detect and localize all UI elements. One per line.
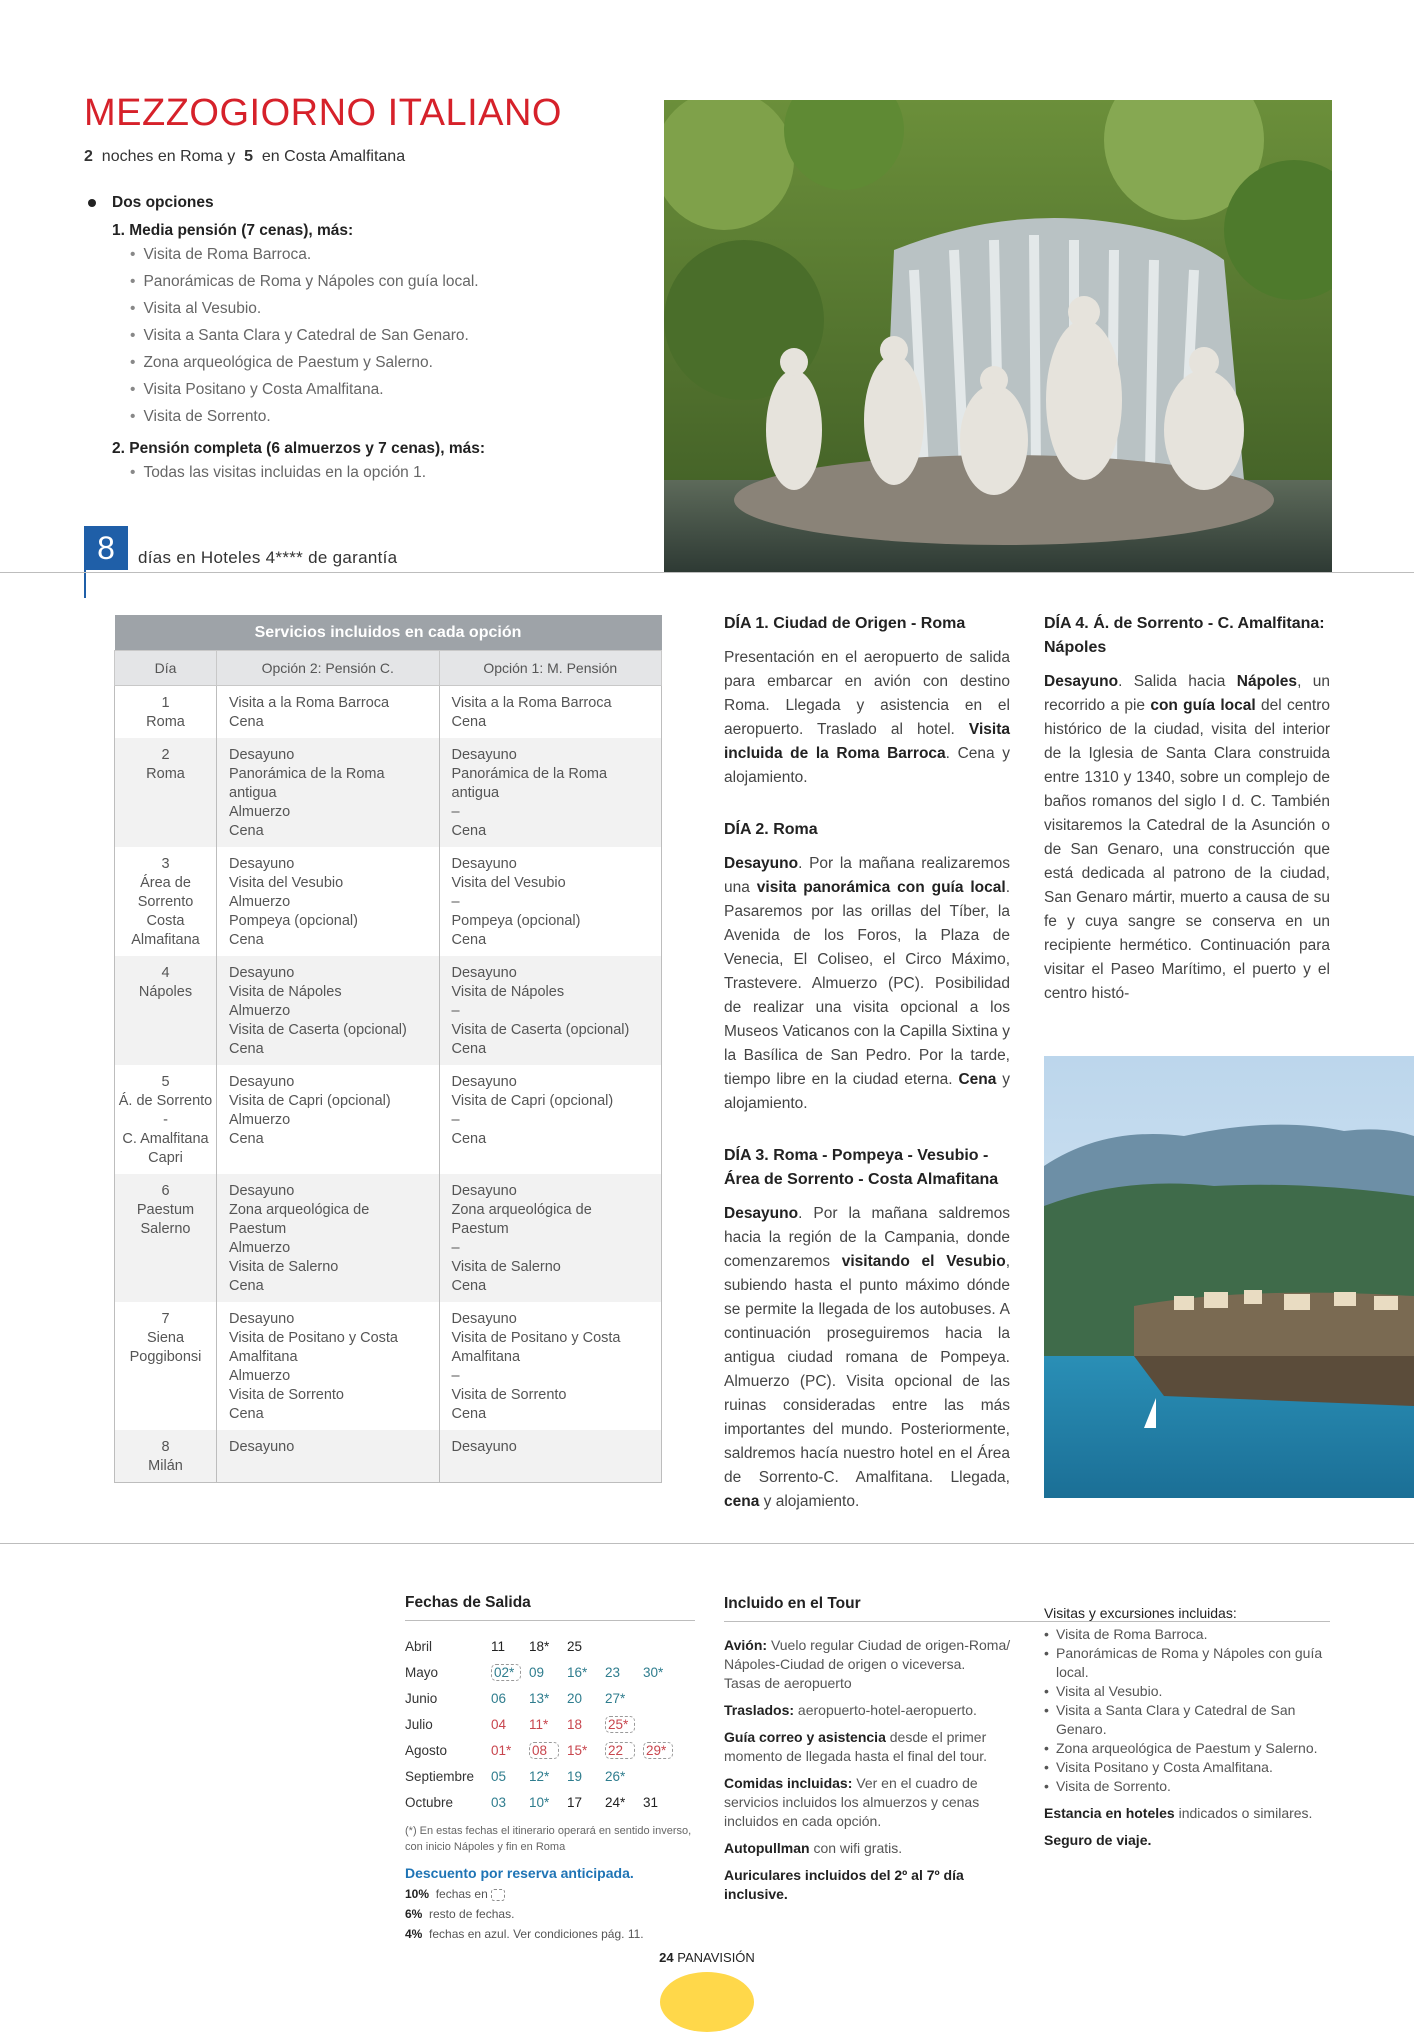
cell-line: Paestum xyxy=(229,1221,287,1237)
day3-title: DÍA 3. Roma - Pompeya - Vesubio - Área de Sorrento - Costa Almafitana xyxy=(724,1147,999,1188)
header-option1: Opción 1: M. Pensión xyxy=(439,651,662,686)
page-title: MEZZOGIORNO ITALIANO xyxy=(84,92,562,134)
options-heading: Dos opciones xyxy=(112,194,214,211)
cell-line: Visita de Nápoles xyxy=(229,984,342,1000)
subtitle: 2 noches en Roma y 5 en Costa Amalfitana xyxy=(84,148,406,165)
table-row xyxy=(115,1065,662,1174)
list-item: • Visita de Roma Barroca. xyxy=(130,245,654,264)
day-cell xyxy=(115,1174,217,1302)
departure-date: 11* xyxy=(529,1716,549,1732)
cell-line: Desayuno xyxy=(229,1183,295,1199)
cell-line: Desayuno xyxy=(451,1439,517,1455)
option1-cell xyxy=(439,1302,662,1430)
option2-cell xyxy=(217,738,440,847)
list-item: • Visita de Roma Barroca. xyxy=(1044,1625,1334,1644)
cell-line: Desayuno xyxy=(229,1074,295,1090)
departure-date: 17 xyxy=(567,1794,583,1810)
option2-cell xyxy=(217,1065,440,1174)
cell-line: Milán xyxy=(148,1458,183,1474)
table-row xyxy=(115,738,662,847)
itinerary-col-2 xyxy=(1044,612,1330,1034)
coast-photo xyxy=(1044,1056,1414,1498)
cell-line: Visita de Positano y Costa xyxy=(451,1330,621,1346)
cell-line: Desayuno xyxy=(451,1183,517,1199)
option1-title: 1. Media pensión (7 cenas), más: xyxy=(112,222,354,239)
days-number: 8 xyxy=(84,526,128,570)
cell-line: – xyxy=(451,804,460,820)
discount-6: 6% resto de fechas. xyxy=(405,1907,515,1921)
cell-line: 7 xyxy=(161,1311,170,1327)
day4-text: Desayuno. Salida hacia Nápoles, un recorrido a pie con guía local del centro histórico de la ciudad, visita del interior de la Iglesia de Santa Clara construida entre 1310 y 1340, sobre un complejo de baños romanos del siglo I d. C. También visitaremos la Catedral de la Asunción o de San Genaro, una construcción que está dedicada al patrono de la ciudad, San Genaro mártir, muerto a causa de su fe y cuya sangre se conserva en un recipiente hermético. Continuación para visitar el Paseo Marítimo, el puerto y el centro histó- xyxy=(1044,673,1331,1002)
departure-date: 13* xyxy=(529,1690,550,1706)
departure-date: 08 xyxy=(529,1742,559,1759)
cell-line: Salerno xyxy=(140,1221,191,1237)
cell-line: Cena xyxy=(451,1278,487,1294)
table-row xyxy=(115,1174,662,1302)
cell-line: Cena xyxy=(451,714,487,730)
cell-line: 6 xyxy=(161,1183,170,1199)
list-item: • Zona arqueológica de Paestum y Salerno. xyxy=(130,353,654,372)
date-row xyxy=(405,1659,695,1685)
option1-cell xyxy=(439,686,662,739)
yellow-tab-decoration xyxy=(660,1972,754,2032)
cell-line: Desayuno xyxy=(229,747,295,763)
day-cell xyxy=(115,847,217,956)
cell-line: 1 xyxy=(161,695,170,711)
option1-cell xyxy=(439,1174,662,1302)
departure-date: 15* xyxy=(567,1742,588,1758)
cell-line: 2 xyxy=(161,747,170,763)
departure-date: 03 xyxy=(491,1794,507,1810)
cell-line: 4 xyxy=(161,965,170,981)
departure-date: 04 xyxy=(491,1716,507,1732)
list-item: • Zona arqueológica de Paestum y Salerno. xyxy=(1044,1739,1334,1758)
page-number: 24 xyxy=(659,1950,674,1965)
cell-line: antigua xyxy=(229,785,277,801)
day4-title: DÍA 4. Á. de Sorrento - C. Amalfitana: Nápoles xyxy=(1044,615,1325,656)
date-row xyxy=(405,1737,695,1763)
month-label: Julio xyxy=(405,1716,433,1732)
included-in-tour xyxy=(724,1594,1014,1912)
cell-line: Desayuno xyxy=(229,856,295,872)
departure-date: 06 xyxy=(491,1690,507,1706)
day-cell xyxy=(115,686,217,739)
cell-line: Cena xyxy=(229,1041,264,1057)
cell-line: Desayuno xyxy=(229,1311,295,1327)
day-cell xyxy=(115,956,217,1065)
cell-line: Á. de Sorrento - xyxy=(118,1093,213,1128)
option2-list xyxy=(130,463,654,482)
discount-title: Descuento por reserva anticipada. xyxy=(405,1865,634,1881)
table-caption: Servicios incluidos en cada opción xyxy=(115,615,662,651)
included-comidas: Comidas incluidas: Ver en el cuadro de servicios incluidos los almuerzos y cenas incluidos en cada opción. xyxy=(724,1775,980,1829)
cell-line: Cena xyxy=(451,932,487,948)
departure-date: 02* xyxy=(491,1664,521,1681)
list-item: • Visita Positano y Costa Amalfitana. xyxy=(1044,1758,1334,1777)
header-day: Día xyxy=(115,651,217,686)
discount-10: 10% fechas en xyxy=(405,1887,695,1901)
cell-line: Capri xyxy=(148,1150,183,1166)
included-traslados: Traslados: aeropuerto-hotel-aeropuerto. xyxy=(724,1702,977,1718)
departure-date: 20 xyxy=(567,1690,583,1706)
option2-cell xyxy=(217,1174,440,1302)
cell-line: Visita de Sorrento xyxy=(451,1387,567,1403)
option1-cell xyxy=(439,738,662,847)
cell-line: Cena xyxy=(229,714,264,730)
cell-line: Paestum xyxy=(451,1221,509,1237)
month-label: Agosto xyxy=(405,1742,448,1758)
cell-line: Visita de Nápoles xyxy=(451,984,565,1000)
table-row xyxy=(115,1430,662,1483)
cell-line: Visita de Capri (opcional) xyxy=(229,1093,391,1109)
services-table xyxy=(114,615,662,1483)
cell-line: Cena xyxy=(451,1041,487,1057)
month-label: Octubre xyxy=(405,1794,454,1810)
list-item: • Visita al Vesubio. xyxy=(1044,1682,1334,1701)
discount-4: 4% fechas en azul. Ver condiciones pág. 11. xyxy=(405,1927,644,1941)
cell-line: 5 xyxy=(161,1074,170,1090)
cell-line: Nápoles xyxy=(138,984,193,1000)
day-cell xyxy=(115,1302,217,1430)
cell-line: Almuerzo xyxy=(229,1112,291,1128)
cell-line: Cena xyxy=(451,1406,487,1422)
cell-line: Desayuno xyxy=(451,1074,517,1090)
cell-line: Zona arqueológica de xyxy=(229,1202,370,1218)
departure-date: 31 xyxy=(643,1794,659,1810)
option1-list xyxy=(130,245,654,426)
visits-list xyxy=(1044,1625,1334,1796)
bottom-divider xyxy=(0,1543,1414,1544)
cell-line: – xyxy=(451,894,460,910)
option2-cell xyxy=(217,1302,440,1430)
option2-title: 2. Pensión completa (6 almuerzos y 7 cenas), más: xyxy=(112,440,486,457)
cell-line: Almuerzo xyxy=(229,894,291,910)
visits-stay: Estancia en hoteles indicados o similares. xyxy=(1044,1805,1313,1821)
month-label: Junio xyxy=(405,1690,438,1706)
included-visits xyxy=(1044,1604,1334,1858)
day1-title: DÍA 1. Ciudad de Origen - Roma xyxy=(724,615,966,632)
cell-line: Almuerzo xyxy=(229,1003,291,1019)
options-block xyxy=(84,194,654,490)
cell-line: Visita a la Roma Barroca xyxy=(451,695,612,711)
departure-date: 01* xyxy=(491,1742,512,1758)
cell-line: antigua xyxy=(451,785,500,801)
included-auriculares: Auriculares incluidos del 2º al 7º día inclusive. xyxy=(724,1867,964,1902)
date-row xyxy=(405,1633,695,1659)
list-item: • Visita de Sorrento. xyxy=(130,407,654,426)
cell-line: Visita de Caserta (opcional) xyxy=(451,1022,630,1038)
cell-line: Almuerzo xyxy=(229,1368,291,1384)
dates-underline xyxy=(405,1620,695,1621)
option2-cell xyxy=(217,847,440,956)
cell-line: Visita de Capri (opcional) xyxy=(451,1093,614,1109)
dashed-box-icon xyxy=(491,1889,505,1901)
included-guia: Guía correo y asistencia desde el primer momento de llegada hasta el final del tour. xyxy=(724,1729,988,1764)
list-item: • Panorámicas de Roma y Nápoles con guía local. xyxy=(130,272,654,291)
day1-text: Presentación en el aeropuerto de salida para embarcar en avión con destino Roma. Llegada y asistencia en el aeropuerto. Traslado al hotel. Visita incluida de la Roma Barroca. Cena y alojamiento. xyxy=(724,649,1010,786)
days-text: días en Hoteles 4**** de garantía xyxy=(138,548,398,567)
cell-line: Cena xyxy=(451,1131,487,1147)
cell-line: Área de xyxy=(140,875,191,891)
date-row xyxy=(405,1711,695,1737)
cell-line: Amalfitana xyxy=(229,1349,298,1365)
cell-line: – xyxy=(451,1003,460,1019)
cell-line: Roma xyxy=(146,766,185,782)
list-item: • Visita a Santa Clara y Catedral de San Genaro. xyxy=(1044,1701,1334,1739)
option1-cell xyxy=(439,1430,662,1483)
departure-date: 18 xyxy=(567,1716,583,1732)
departure-date: 22 xyxy=(605,1742,635,1759)
month-label: Abril xyxy=(405,1638,433,1654)
cell-line: Visita de Caserta (opcional) xyxy=(229,1022,407,1038)
page-footer xyxy=(0,1950,1414,1965)
itinerary-col-1 xyxy=(724,612,1010,1542)
departure-date: 25 xyxy=(567,1638,583,1654)
included-title: Incluido en el Tour xyxy=(724,1595,861,1612)
date-row xyxy=(405,1789,695,1815)
cell-line: Visita del Vesubio xyxy=(229,875,344,891)
departure-dates xyxy=(405,1594,695,1941)
option2-cell xyxy=(217,686,440,739)
included-avion: Avión: Vuelo regular Ciudad de origen-Roma/ Nápoles-Ciudad de origen o viceversa. Tasas de aeropuerto xyxy=(724,1637,1011,1691)
departure-date: 10* xyxy=(529,1794,550,1810)
brand-name: PANAVISIÓN xyxy=(677,1950,755,1965)
cell-line: Desayuno xyxy=(451,747,517,763)
option1-cell xyxy=(439,956,662,1065)
cell-line: Almafitana xyxy=(131,932,200,948)
cell-line: Panorámica de la Roma xyxy=(229,766,385,782)
cell-line: C. Amalfitana xyxy=(122,1131,209,1147)
cell-line: Costa xyxy=(146,913,185,929)
table-row xyxy=(115,686,662,739)
list-item: • Visita de Sorrento. xyxy=(1044,1777,1334,1796)
cell-line: Visita de Salerno xyxy=(451,1259,561,1275)
departure-date: 27* xyxy=(605,1690,626,1706)
option1-cell xyxy=(439,847,662,956)
day3-text: Desayuno. Por la mañana saldremos hacia la región de la Campania, donde comenzaremos visitando el Vesubio, subiendo hasta el punto máximo dónde se permite la llegada de los autobuses. A continuación proseguiremos hacia la antigua ciudad romana de Pompeya. Almuerzo (PC). Visita opcional de las ruinas consideradas entre las más importantes del mundo. Posteriormente, saldremos hacía nuestro hotel en el Área de Sorrento-C. Amalfitana. Llegada, cena y alojamiento. xyxy=(724,1205,1011,1510)
cell-line: Cena xyxy=(451,823,487,839)
cell-line: – xyxy=(451,1368,460,1384)
header-option2: Opción 2: Pensión C. xyxy=(217,651,440,686)
list-item: • Visita al Vesubio. xyxy=(130,299,654,318)
cell-line: Pompeya (opcional) xyxy=(229,913,358,929)
included-autopullman: Autopullman con wifi gratis. xyxy=(724,1840,903,1856)
month-label: Septiembre xyxy=(405,1768,475,1784)
dates-title: Fechas de Salida xyxy=(405,1594,531,1611)
day-cell xyxy=(115,1430,217,1483)
cell-line: 3 xyxy=(161,856,170,872)
departure-date: 29* xyxy=(643,1742,673,1759)
departure-date: 25* xyxy=(605,1716,635,1733)
cell-line: Almuerzo xyxy=(229,1240,291,1256)
month-label: Mayo xyxy=(405,1664,439,1680)
option2-cell xyxy=(217,1430,440,1483)
departure-date: 23 xyxy=(605,1664,621,1680)
cell-line: Visita de Sorrento xyxy=(229,1387,344,1403)
cell-line: Visita del Vesubio xyxy=(451,875,566,891)
list-item: • Visita Positano y Costa Amalfitana. xyxy=(130,380,654,399)
list-item: • Panorámicas de Roma y Nápoles con guía local. xyxy=(1044,1644,1334,1682)
option1-cell xyxy=(439,1065,662,1174)
cell-line: Poggibonsi xyxy=(129,1349,202,1365)
cell-line: 8 xyxy=(161,1439,170,1455)
table-row xyxy=(115,956,662,1065)
cell-line: Cena xyxy=(229,823,264,839)
cell-line: Zona arqueológica de xyxy=(451,1202,592,1218)
cell-line: Desayuno xyxy=(451,965,517,981)
day-cell xyxy=(115,1065,217,1174)
departure-date: 30* xyxy=(643,1664,664,1680)
departure-date: 18* xyxy=(529,1638,550,1654)
dates-table xyxy=(405,1633,695,1815)
cell-line: Visita de Salerno xyxy=(229,1259,339,1275)
cell-line: Sorrento xyxy=(137,894,194,910)
cell-line: Panorámica de la Roma xyxy=(451,766,608,782)
departure-date: 12* xyxy=(529,1768,550,1784)
departure-date: 09 xyxy=(529,1664,545,1680)
option2-cell xyxy=(217,956,440,1065)
cell-line: Visita a la Roma Barroca xyxy=(229,695,390,711)
cell-line: Roma xyxy=(146,714,185,730)
cell-line: – xyxy=(451,1112,460,1128)
date-row xyxy=(405,1763,695,1789)
cell-line: Cena xyxy=(229,1278,264,1294)
day2-title: DÍA 2. Roma xyxy=(724,821,818,838)
fountain-photo xyxy=(664,100,1332,572)
divider xyxy=(0,572,1414,573)
cell-line: Desayuno xyxy=(451,856,517,872)
day-cell xyxy=(115,738,217,847)
table-row xyxy=(115,1302,662,1430)
visits-title: Visitas y excursiones incluidas: xyxy=(1044,1605,1237,1621)
cell-line: – xyxy=(451,1240,460,1256)
cell-line: Siena xyxy=(146,1330,185,1346)
date-row xyxy=(405,1685,695,1711)
cell-line: Pompeya (opcional) xyxy=(451,913,581,929)
departure-date: 05 xyxy=(491,1768,507,1784)
visits-insurance: Seguro de viaje. xyxy=(1044,1832,1152,1848)
cell-line: Paestum xyxy=(136,1202,195,1218)
departure-date: 16* xyxy=(567,1664,588,1680)
cell-line: Cena xyxy=(229,932,264,948)
departure-date: 11 xyxy=(491,1638,506,1654)
cell-line: Desayuno xyxy=(229,965,295,981)
day2-text: Desayuno. Por la mañana realizaremos una visita panorámica con guía local. Pasaremos por las orillas del Tíber, la Avenida de los Foros, la Plaza de Venecia, El Coliseo, el Circo Máximo, Trastevere. Almuerzo (PC). Posibilidad de realizar una visita opcional a los Museos Vaticanos con la Capilla Sixtina y la Basílica de San Pedro. Por la tarde, tiempo libre en la ciudad eterna. Cena y alojamiento. xyxy=(724,855,1010,1112)
cell-line: Desayuno xyxy=(229,1439,295,1455)
list-item: • Visita a Santa Clara y Catedral de San Genaro. xyxy=(130,326,654,345)
dates-note: (*) En estas fechas el itinerario operará en sentido inverso, con inicio Nápoles y fin en Roma xyxy=(405,1825,692,1853)
cell-line: Cena xyxy=(229,1406,264,1422)
table-row xyxy=(115,847,662,956)
departure-date: 24* xyxy=(605,1794,626,1810)
cell-line: Visita de Positano y Costa xyxy=(229,1330,398,1346)
departure-date: 19 xyxy=(567,1768,583,1784)
cell-line: Desayuno xyxy=(451,1311,517,1327)
departure-date: 26* xyxy=(605,1768,626,1784)
list-item: • Todas las visitas incluidas en la opción 1. xyxy=(130,463,654,482)
cell-line: Cena xyxy=(229,1131,264,1147)
cell-line: Almuerzo xyxy=(229,804,291,820)
bullet-icon xyxy=(88,199,96,207)
cell-line: Amalfitana xyxy=(451,1349,521,1365)
